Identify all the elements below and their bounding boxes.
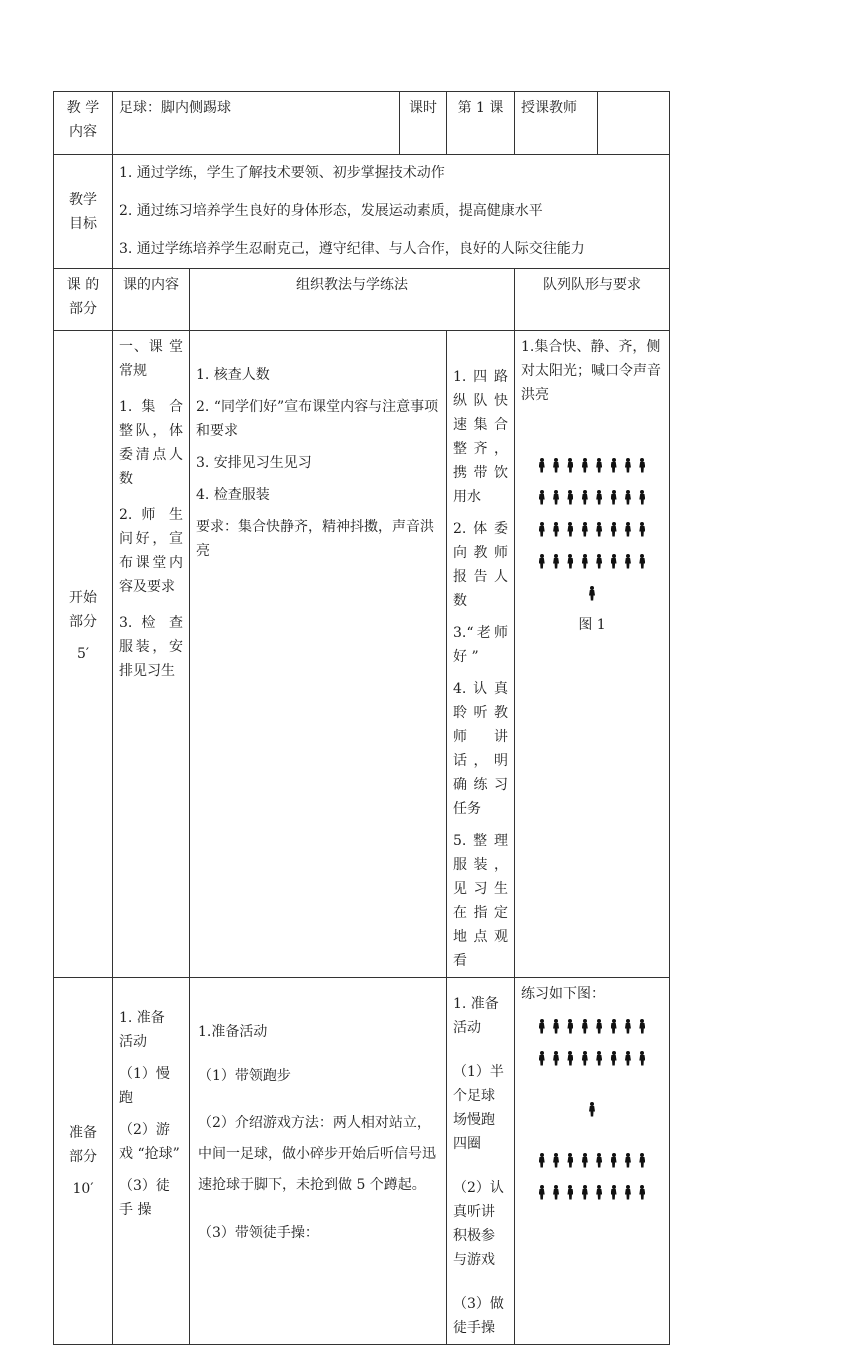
prep-content-item: （1）慢跑 xyxy=(119,1066,170,1106)
person-icon xyxy=(566,1185,574,1200)
person-icon xyxy=(552,1153,560,1168)
formation-row xyxy=(521,449,663,481)
start-formation-text: 1.集合快、静、齐，侧对太阳光；喊口令声音洪亮 xyxy=(521,339,661,403)
person-icon xyxy=(624,458,632,473)
start-content-item: 3. 检 查 服装，安排见习生 xyxy=(119,615,183,679)
start-student-item: 1.四路纵队快速集合整齐，携带饮用水 xyxy=(453,369,508,505)
start-content-item: 1. 集 合 整队，体委清点人数 xyxy=(119,399,183,487)
person-icon xyxy=(552,554,560,569)
goals-label: 教学 目标 xyxy=(69,191,97,232)
person-icon xyxy=(610,554,618,569)
person-icon xyxy=(538,490,546,505)
person-icon xyxy=(566,522,574,537)
prep-formation-text: 练习如下图： xyxy=(521,986,605,1002)
person-icon xyxy=(538,458,546,473)
person-icon xyxy=(638,1153,646,1168)
prep-duration: 10′ xyxy=(72,1181,94,1197)
formation-row xyxy=(521,481,663,513)
prep-teacher-item: （2）介绍游戏方法：两人相对站立，中间一足球，做小碎步开始后听信号迅速抢球于脚下，未抢到做 5 个蹲起。 xyxy=(198,1115,436,1193)
person-icon xyxy=(581,1185,589,1200)
person-icon xyxy=(610,458,618,473)
person-icon xyxy=(638,490,646,505)
start-content-item: 2. 师 生 问好，宣布课堂内容及要求 xyxy=(119,507,183,595)
start-student-item: 4.认真聆听教师讲话，明确练习任务 xyxy=(453,681,508,817)
person-icon xyxy=(566,1051,574,1066)
goal-item: 3. 通过学练培养学生忍耐克己，遵守纪律、与人合作，良好的人际交往能力 xyxy=(119,241,585,257)
start-teacher-item: 3. 安排见习生见习 xyxy=(196,455,312,471)
prep-student-item: 1. 准备活动 xyxy=(453,996,499,1036)
start-duration: 5′ xyxy=(76,646,90,662)
prep-content-item: 1. 准备 活动 xyxy=(119,1010,165,1050)
person-icon xyxy=(595,554,603,569)
person-icon xyxy=(595,458,603,473)
start-teacher-item: 1. 核查人数 xyxy=(196,367,270,383)
start-requirement: 要求：集合快静齐，精神抖擞，声音洪亮 xyxy=(196,519,434,559)
formation-row xyxy=(521,1010,663,1042)
person-icon xyxy=(595,522,603,537)
person-icon xyxy=(595,1185,603,1200)
person-icon xyxy=(552,1185,560,1200)
header-row xyxy=(54,92,670,155)
prep-teacher-item: （3）带领徒手操： xyxy=(198,1225,319,1241)
person-icon xyxy=(624,1153,632,1168)
person-icon xyxy=(538,554,546,569)
content-value: 足球：脚内侧踢球 xyxy=(119,100,231,116)
content-label: 教 学 内容 xyxy=(66,100,100,140)
lesson-plan-table xyxy=(53,91,670,1345)
goals-row xyxy=(54,155,670,269)
person-icon xyxy=(566,1153,574,1168)
person-icon xyxy=(581,490,589,505)
person-icon xyxy=(610,1153,618,1168)
formation-teacher-row xyxy=(521,1074,663,1144)
person-icon xyxy=(610,490,618,505)
person-icon xyxy=(552,458,560,473)
column-content: 课的内容 xyxy=(123,277,179,293)
column-header-row xyxy=(54,269,670,331)
formation-diagram-2 xyxy=(521,1010,663,1208)
person-icon xyxy=(595,1051,603,1066)
prep-teacher-item: （1）带领跑步 xyxy=(198,1068,291,1084)
person-icon xyxy=(581,1019,589,1034)
person-icon xyxy=(552,522,560,537)
person-icon xyxy=(566,1019,574,1034)
person-icon xyxy=(538,1153,546,1168)
prep-teacher-item: 1.准备活动 xyxy=(198,1024,268,1040)
start-teacher-item: 2. “同学们好”宣布课堂内容与注意事项和要求 xyxy=(196,399,439,439)
formation-diagram-1 xyxy=(521,449,663,609)
person-icon xyxy=(610,1051,618,1066)
start-part-name: 开始 部分 xyxy=(69,590,97,630)
goal-item: 1. 通过学练，学生了解技术要领、初步掌握技术动作 xyxy=(119,165,445,181)
start-part-row xyxy=(54,331,670,978)
person-icon xyxy=(638,1019,646,1034)
column-method: 组织教法与学练法 xyxy=(296,277,408,293)
person-icon xyxy=(624,490,632,505)
prep-student-item: （3）做徒手操 xyxy=(453,1296,504,1336)
start-student-item: 5.整理服装，见习生在指定地点观看 xyxy=(453,833,508,969)
person-icon xyxy=(595,1019,603,1034)
person-icon xyxy=(638,1185,646,1200)
goal-item: 2. 通过练习培养学生良好的身体形态，发展运动素质，提高健康水平 xyxy=(119,203,543,219)
person-icon xyxy=(595,1153,603,1168)
formation-row xyxy=(521,545,663,577)
person-icon xyxy=(610,1185,618,1200)
prep-part-row xyxy=(54,978,670,1345)
prep-content-item: （3）徒手 操 xyxy=(119,1178,170,1218)
person-icon xyxy=(624,554,632,569)
person-icon xyxy=(538,1051,546,1066)
person-icon xyxy=(588,1102,596,1117)
start-teacher-item: 4. 检查服装 xyxy=(196,487,270,503)
period-value: 第 1 课 xyxy=(457,100,504,116)
person-icon xyxy=(552,490,560,505)
formation-row xyxy=(521,513,663,545)
prep-content-item: （2）游戏 “抢球” xyxy=(119,1122,180,1162)
person-icon xyxy=(638,458,646,473)
person-icon xyxy=(581,1153,589,1168)
person-icon xyxy=(624,1185,632,1200)
person-icon xyxy=(588,586,596,601)
person-icon xyxy=(610,1019,618,1034)
person-icon xyxy=(624,1019,632,1034)
start-content-item: 一、课 堂 常规 xyxy=(119,339,183,379)
person-icon xyxy=(595,490,603,505)
formation-row xyxy=(521,1144,663,1176)
teacher-value xyxy=(598,92,669,100)
person-icon xyxy=(581,1051,589,1066)
column-part: 课 的 部分 xyxy=(66,277,100,317)
formation-row xyxy=(521,1176,663,1208)
person-icon xyxy=(552,1051,560,1066)
person-icon xyxy=(566,458,574,473)
person-icon xyxy=(538,1185,546,1200)
period-label: 课时 xyxy=(409,100,437,116)
person-icon xyxy=(624,1051,632,1066)
person-icon xyxy=(638,522,646,537)
formation-teacher-row xyxy=(521,577,663,609)
person-icon xyxy=(552,1019,560,1034)
teacher-label: 授课教师 xyxy=(521,100,577,116)
person-icon xyxy=(538,1019,546,1034)
person-icon xyxy=(624,522,632,537)
formation-row xyxy=(521,1042,663,1074)
person-icon xyxy=(581,458,589,473)
person-icon xyxy=(566,554,574,569)
prep-student-item: （2）认真听讲积极参与游戏 xyxy=(453,1180,504,1268)
column-formation: 队列队形与要求 xyxy=(543,277,641,293)
person-icon xyxy=(581,522,589,537)
person-icon xyxy=(610,522,618,537)
person-icon xyxy=(638,1051,646,1066)
person-icon xyxy=(581,554,589,569)
person-icon xyxy=(638,554,646,569)
person-icon xyxy=(538,522,546,537)
start-student-item: 2.体委向教师报告人数 xyxy=(453,521,508,609)
figure-caption: 图 1 xyxy=(578,617,606,633)
prep-student-item: （1）半个足球场慢跑四圈 xyxy=(453,1064,504,1152)
prep-part-name: 准备 部分 xyxy=(69,1125,97,1165)
person-icon xyxy=(566,490,574,505)
start-student-item: 3.“老师好 ” xyxy=(453,625,508,665)
